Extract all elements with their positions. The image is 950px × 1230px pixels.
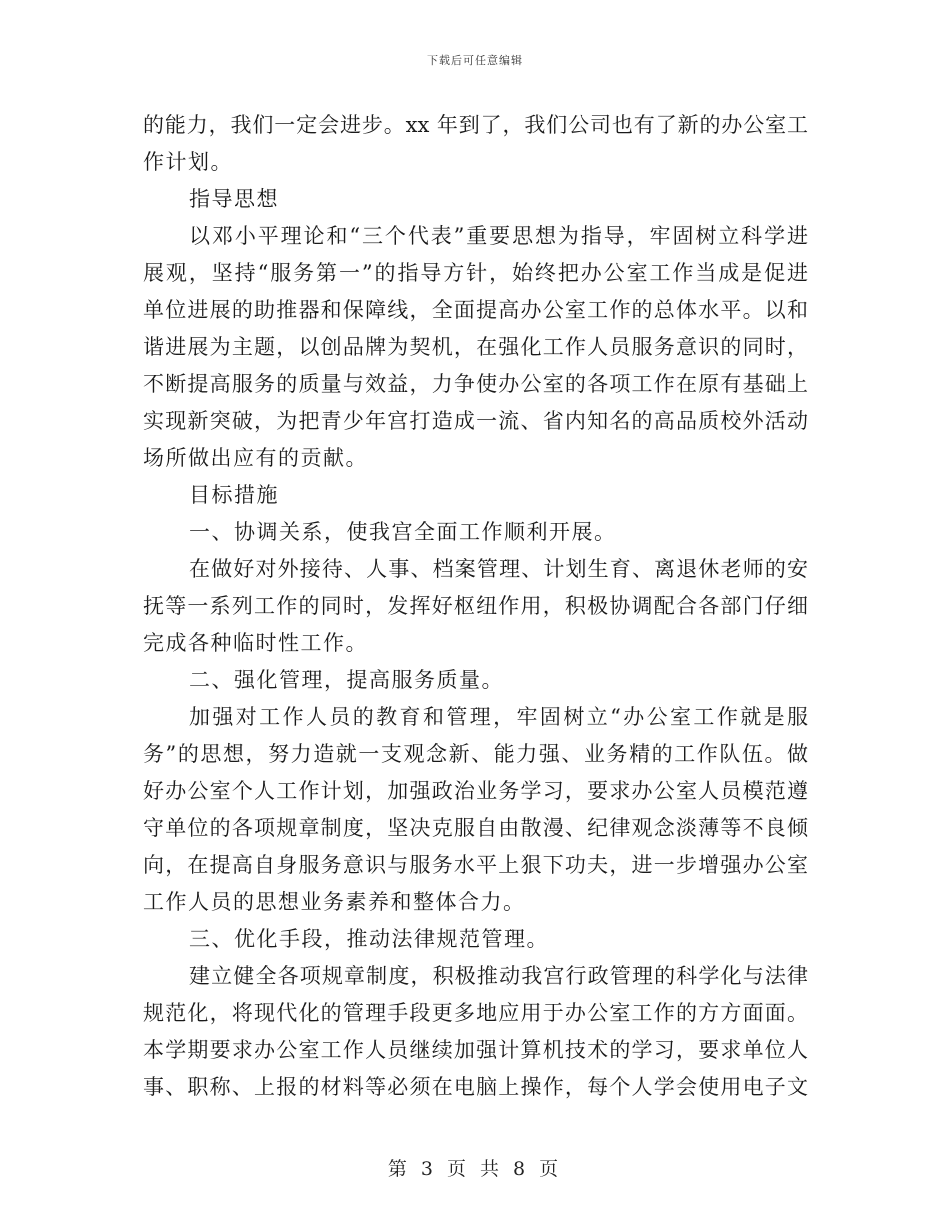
subsection-heading: 三、优化手段，推动法律规范管理。 (189, 927, 549, 951)
page-footer: 第 3 页 共 8 页 (387, 1158, 563, 1180)
page-header: 下载后可任意编辑 (427, 54, 523, 67)
text-line: 作计划。 (143, 150, 233, 174)
text-line: 在做好对外接待、人事、档案管理、计划生育、离退休老师的安 (189, 557, 808, 581)
document-body (143, 107, 808, 1106)
section-heading: 目标措施 (189, 483, 279, 507)
subsection-heading: 二、强化管理，提高服务质量。 (189, 668, 504, 692)
text-line: 规范化，将现代化的管理手段更多地应用于办公室工作的方方面面。 (143, 1001, 808, 1025)
section-heading: 指导思想 (189, 187, 279, 211)
text-line: 实现新突破，为把青少年宫打造成一流、省内知名的高品质校外活动 (143, 409, 808, 433)
text-line: 不断提高服务的质量与效益，力争使办公室的各项工作在原有基础上 (143, 372, 808, 396)
subsection-heading: 一、协调关系，使我宫全面工作顺利开展。 (189, 520, 617, 544)
text-line: 工作人员的思想业务素养和整体合力。 (143, 890, 526, 914)
text-line: 事、职称、上报的材料等必须在电脑上操作，每个人学会使用电子文 (143, 1075, 808, 1099)
text-line: 以邓小平理论和“三个代表”重要思想为指导，牢固树立科学进 (189, 224, 808, 248)
text-line: 向，在提高自身服务意识与服务水平上狠下功夫，进一步增强办公室 (143, 853, 808, 877)
text-line: 完成各种临时性工作。 (143, 631, 368, 655)
text-line: 单位进展的助推器和保障线，全面提高办公室工作的总体水平。以和 (143, 298, 808, 322)
text-line: 谐进展为主题，以创品牌为契机，在强化工作人员服务意识的同时， (143, 335, 808, 359)
text-line: 展观，坚持“服务第一”的指导方针，始终把办公室工作当成是促进 (143, 261, 808, 285)
text-line: 务”的思想，努力造就一支观念新、能力强、业务精的工作队伍。做 (143, 742, 808, 766)
text-line: 加强对工作人员的教育和管理，牢固树立“办公室工作就是服 (189, 705, 808, 729)
text-line: 守单位的各项规章制度，坚决克服自由散漫、纪律观念淡薄等不良倾 (143, 816, 808, 840)
text-line: 场所做出应有的贡献。 (143, 446, 368, 470)
text-line: 的能力，我们一定会进步。xx 年到了，我们公司也有了新的办公室工 (143, 113, 808, 137)
text-line: 好办公室个人工作计划，加强政治业务学习，要求办公室人员模范遵 (143, 779, 808, 803)
text-line: 本学期要求办公室工作人员继续加强计算机技术的学习，要求单位人 (143, 1038, 808, 1062)
text-line: 建立健全各项规章制度，积极推动我宫行政管理的科学化与法律 (189, 964, 808, 988)
text-line: 抚等一系列工作的同时，发挥好枢纽作用，积极协调配合各部门仔细 (143, 594, 808, 618)
